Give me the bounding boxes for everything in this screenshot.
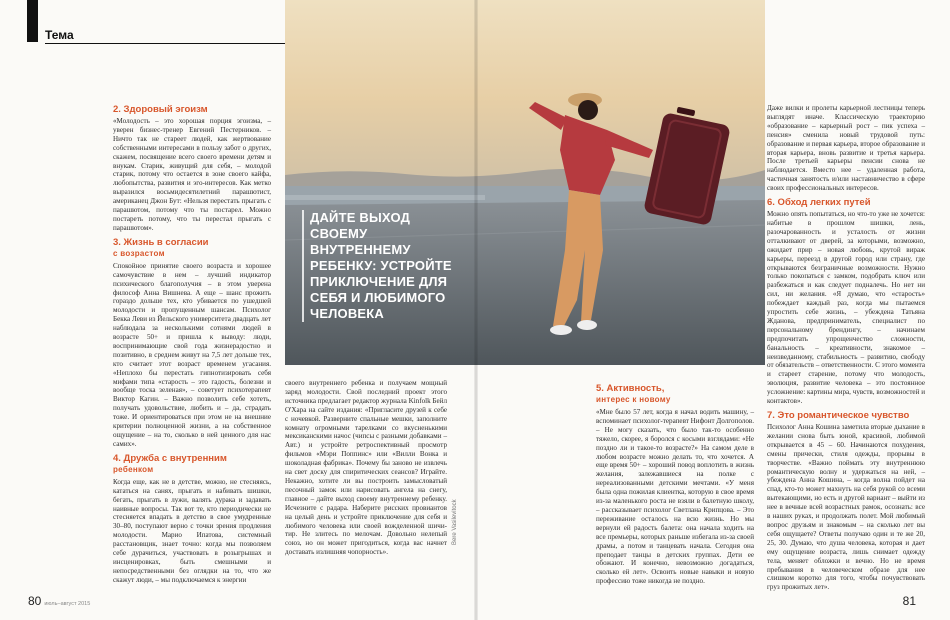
paragraph: своего внутреннего ребенка и получаем мощный заряд молодости. Свой последний проект этого источника предлагает редактор журнала Kinfolk Бейл О'Хара на сайте издания: «Пригласите друзей к себе с ночевкой. Разверните спальные мешки, заполните комнату огромными тарелками со вкусненькими мексиканскими начос (чипсы с разными добавками – Авт.) и устройте ретроспективный просмотр фильмов «Мэри Поппинс» или «Вилли Вонка и шоколадная фабрика». Почему бы заново не извлечь на свет доску для спиритических сеансов? Играйте. Некажно, хотите ли вы построить замысловатый песочный замок или нарисовать ангела на снегу, главное – дайте выход своему внутреннему ребенку. Исчезните с радара. Наберите рисских провиантов на целый день и устройте приключение для себя и любимого человека или своей вожделенной шичи-тир. Не злитесь по мелочам. Довольно нелепый союз, но он может пригодиться, когда вас начнет доставать излишняя чопорность». xyxy=(285,379,447,557)
paragraph: «Мне было 57 лет, когда я начал водить машину, – вспоминает психолог-терапевт Нифонт Долгополов. – Не могу сказать, что было так-то особенно тяжело, скорее, я боролся с косыми взглядами: «Не поздно ли и такое-то возрасте?» На самом деле в любом возрасте можно делать то, что хочется. А еще время 50+ – хороший повод воплотить в жизнь желания, залежавшиеся на полке с нереализованными детскими мечтами. «У меня была одна пожилая клиентка, которую в свое время из-за маленького роста не взяли в балетную школу, – рассказывает психолог Светлана Крипцова. – Это переживание осталось на всю жизнь. Но мы вернули ей радость балета: она начала ходить на все премьеры, которых раньше избегала из-за своей драмы, а потом и танцевать начала. Сегодня она преподает танцы в детских группах. Дети ее обожают. И конечно, невозможно догадаться, сколько ей лет». Освоить новые навыки и новую профессию тоже никогда не поздно. xyxy=(596,408,754,586)
page-number-left: 80 xyxy=(28,594,42,608)
heading-easy-paths: 6. Обход легких путей xyxy=(767,197,871,209)
paragraph: Даже вилки и пролеты карьерной лестницы теперь выглядят иначе. Классическую траекторию «образование – карьерный рост – пик успеха – пенсия» сменила новый трудовой путь: образование и первая карьера, второе образование и вторая карьера, вновь развитие и третья карьера. После третьей карьеры пенсии снова не наблюдается. Вместо нее – удаленная работа, частичная занятость и/или наставничество в сфере своих профессиональных интересов. xyxy=(767,104,925,193)
issue-date: июль–август 2015 xyxy=(44,601,91,607)
paragraph: Психолог Анна Кошина заметила вторые дыхание в желании снова быть юной, красивой, любимой открывается в 45 – 60. Начинаются похудения, смены прически, стиля одежды, прорывы в творчестве. «Важно поймать эту внутреннюю романтическую волну и удержаться на ней, – убеждена Анна Кошина, – когда волна пойдет на спад, кто-то может махнуть на себя рукой со всеми вытекающими, но есть и другой вариант – выйти из нее в вечные всей возрастных рамок, осознать: все в наших руках, и продолжать полет. Мой любимый вопрос друзьям и знакомым – на сколько лет вы себя ощущаете? Ответы получаю один и те же 20, 25, 30. Думаю, что душа человека, которая и дает ему ощущение возраста, лишь снимает одежду тела, меняет обложки и вечно. Но не время пребывания в человеческом образе для нее слишком коротко для того, чтобы почувствовать груз прожитых лет». xyxy=(767,423,925,592)
article-column-2 xyxy=(285,379,447,560)
header-rule xyxy=(45,43,285,44)
article-column-1 xyxy=(113,100,271,588)
photo-headline: ДАЙТЕ ВЫХОД СВОЕМУ ВНУТРЕННЕМУ РЕБЕНКУ: УСТРОЙТЕ ПРИКЛЮЧЕНИЕ ДЛЯ СЕБЯ И ЛЮБИМОГО ЧЕЛОВЕКА xyxy=(310,210,452,321)
paragraph: «Молодость – это хорошая порция эгоизма, – уверен бизнес-тренер Евгений Пестерников. – Ничто так не стареет людей, как жертвование собственными интересами в пользу забот о других, скажем, посвящение всего своего времени детям и внукам. Старик, живущий для себя, – молодой старик, потому что остается в зоне своего кайфа, любопытства, развития и эго-интересов. Как метко выразился восьмидесятилетний парашютист, американец Джон Бут: «Нельзя перестать прыгать с парашютом, потому что ты постарел. Можно постареть потому, что ты перестал прыгать с парашютом». xyxy=(113,117,271,232)
heading-activity-sub: интерес к новому xyxy=(596,395,671,404)
heading-age-harmony: 3. Жизнь в согласии xyxy=(113,236,209,248)
heading-age-harmony-sub: с возрастом xyxy=(113,248,165,258)
article-column-3 xyxy=(596,379,754,589)
heading-inner-child: 4. Дружба с внутренним xyxy=(113,452,227,464)
page-gutter xyxy=(474,0,478,620)
section-tab-marker xyxy=(27,0,38,42)
heading-activity: 5. Активность, xyxy=(596,383,665,394)
photo-headline-box xyxy=(302,210,460,322)
paragraph: Спокойное принятие своего возраста и хорошее самочувствие в нем – лучший индикатор психического благополучия – в этом уверена философ Анна Вишнева. А еще – шанс прожить гораздо дольше тех, кто убивается по ушедшей молодости и пропущенным шансам. Психолог Бекка Леви из Йельского университета двадцать лет наблюдала за несколькими сотнями людей в возрасте 50+ и пришла к выводу: люди, воспринимающие свой года жизнерадостно и позитивно, в среднем живут на 7,5 лет дольше тех, кто считает этот возраст временем угасания. «Неплохо бы перестать гипнотизировать себя мифами типа «старость – это гадость, болезни и вообще тоска зеленая», – советует психотерапевт Виктор Кагин. – Важно позволить себе хотеть, получать удовольствие, любить и – да, страдать тоже. И ориентироваться при этом не на внешние критерии полноценной жизни, а на собственное ощущение – на то, сколько в ней ценного для нас самих». xyxy=(113,261,271,448)
paragraph: Когда еще, как не в детстве, можно, не стесняясь, кататься на санях, прыгать и набивать шишки, бегать, прыгать в лужи, валять дурака и задавать наивные вопросы. Так вот те, кто периодически не стесняется впадать в детство в свое умудренные 30–80, поступают верно с точки зрения продления молодости. Марио Ипатова, системный расстановщик, знает точно: когда мы позволяем себе дурачиться, участвовать в розыгрышах и инсценировках, быть смешными и непосредственными без оглядки на то, что же скажут люди, – мы подключаемся к энергии xyxy=(113,477,271,584)
folio-right xyxy=(903,592,916,610)
page-number-right: 81 xyxy=(902,594,916,608)
paragraph: Можно опять попытаться, но что-то уже не хочется: набитые в прошлом шишки, лень, разочарованность и усталость от жизни отталкивают от дверей, за которыми, возможно, ожидает прир – новая любовь, крутой вираж карьеры, переезд в другой город или страну, где открываются безграничные возможности. Нужно только покопаться с замком, подобрать ключ или разбежаться и как следует подналечь. Но нет ни сил, ни желания. «Я думаю, что «старость» побеждает каждый раз, когда мы пытаемся упростить себе жизнь, – убеждена Татьяна Жданова, предприниматель, специалист по персональному брендингу, – начинаем предпочитать упрощенчество сложности, банальность – креативности, знакомое – неизведанному, стабильность – развитию, свободу от обязательств – ответственности. С этого момента и стареет старение, потому что молодость, эволюция, развитие человека – это постоянное усложнение: картины мира, чувств, возможностей и контактов». xyxy=(767,210,925,406)
heading-inner-child-sub: ребенком xyxy=(113,464,154,474)
heading-healthy-egoism: 2. Здоровый эгоизм xyxy=(113,104,208,115)
folio-left xyxy=(28,592,90,610)
article-column-4 xyxy=(767,104,925,595)
photo-credit: Bere Vasilevitock xyxy=(452,499,458,545)
section-label: Тема xyxy=(45,28,74,42)
heading-romantic-feeling: 7. Это романтическое чувство xyxy=(767,410,910,421)
